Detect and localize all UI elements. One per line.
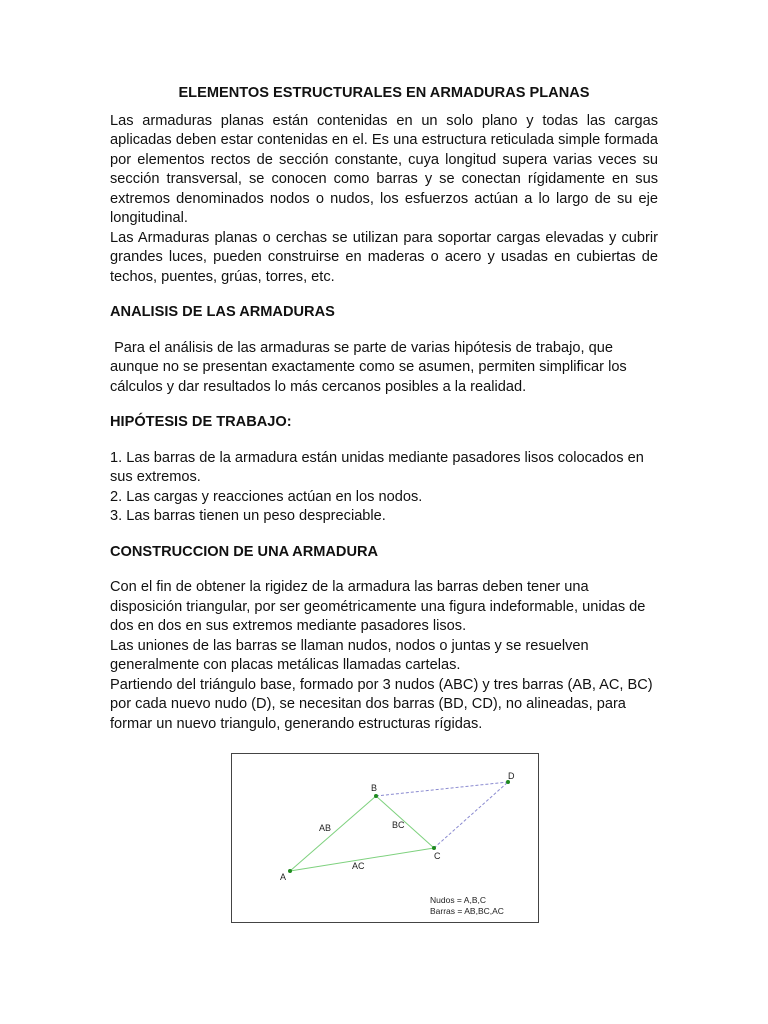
bar-bc: [376, 796, 434, 848]
bar-label-ab: AB: [319, 823, 332, 833]
bar-label-ac: AC: [352, 861, 365, 871]
truss-diagram: [231, 753, 539, 923]
node-a: [288, 869, 292, 873]
document-title: ELEMENTOS ESTRUCTURALES EN ARMADURAS PLANAS: [178, 85, 590, 101]
construction-paragraph-2: Las uniones de las barras se llaman nudos, nodos o juntas y se resuelven generalmente con placas metálicas llamadas cartelas.: [110, 637, 589, 673]
analysis-paragraph: Para el análisis de las armaduras se parte de varias hipótesis de trabajo, que aunque no se presentan exactamente como se asumen, permiten simplificar los cálculos y dar resultados lo más cercanos posibles a la realidad.: [110, 339, 631, 395]
legend-bars: Barras = AB,BC,AC: [430, 906, 504, 916]
bar-bd: [376, 782, 508, 796]
bar-cd: [434, 782, 508, 848]
hypothesis-item-2: 2. Las cargas y reacciones actúan en los nodos.: [110, 488, 423, 505]
node-label-a: A: [280, 872, 287, 882]
node-label-d: D: [508, 771, 515, 781]
construction-heading: CONSTRUCCION DE UNA ARMADURA: [110, 543, 379, 560]
hypothesis-item-3: 3. Las barras tienen un peso despreciable.: [110, 508, 386, 524]
analysis-heading: ANALISIS DE LAS ARMADURAS: [110, 304, 335, 320]
intro-paragraph-1: Las armaduras planas están contenidas en un solo plano y todas las cargas aplicadas deben estar contenidas en el. Es una estructura reticulada simple formada por elementos rectos de sección constante, cuya longitud supera varias veces su sección transversal, se conocen como barras y se conectan rígidamente en sus extremos denominados nodos o nudos, los esfuerzos actúan a lo largo de su eje longitudinal.: [110, 112, 658, 226]
bar-label-bc: BC: [392, 820, 405, 830]
node-label-c: C: [434, 851, 441, 861]
construction-paragraph-1: Con el fin de obtener la rigidez de la armadura las barras deben tener una disposición triangular, por ser geométricamente una figura indeformable, unidas de dos en dos en sus extremos mediante pasadores lisos.: [110, 579, 646, 634]
intro-paragraph-2: Las Armaduras planas o cerchas se utilizan para soportar cargas elevadas y cubrir grandes luces, pueden construirse en maderas o acero y usadas en cubiertas de techos, puentes, grúas, torres, etc.: [110, 229, 658, 285]
node-label-b: B: [371, 783, 378, 793]
document-body: [110, 84, 658, 734]
node-b: [374, 794, 378, 798]
hypothesis-heading: HIPÓTESIS DE TRABAJO:: [110, 414, 292, 430]
legend-nodes: Nudos = A,B,C: [430, 895, 486, 905]
construction-paragraph-3: Partiendo del triángulo base, formado por 3 nudos (ABC) y tres barras (AB, AC, BC) por cada nuevo nudo (D), se necesitan dos barras (BD, CD), no alineadas, para formar un nuevo triangulo, generando estructuras rígidas.: [110, 676, 653, 732]
truss-diagram-svg: [232, 754, 538, 922]
node-c: [432, 846, 436, 850]
hypothesis-item-1: 1. Las barras de la armadura están unidas mediante pasadores lisos colocados en sus extremos.: [110, 449, 644, 485]
